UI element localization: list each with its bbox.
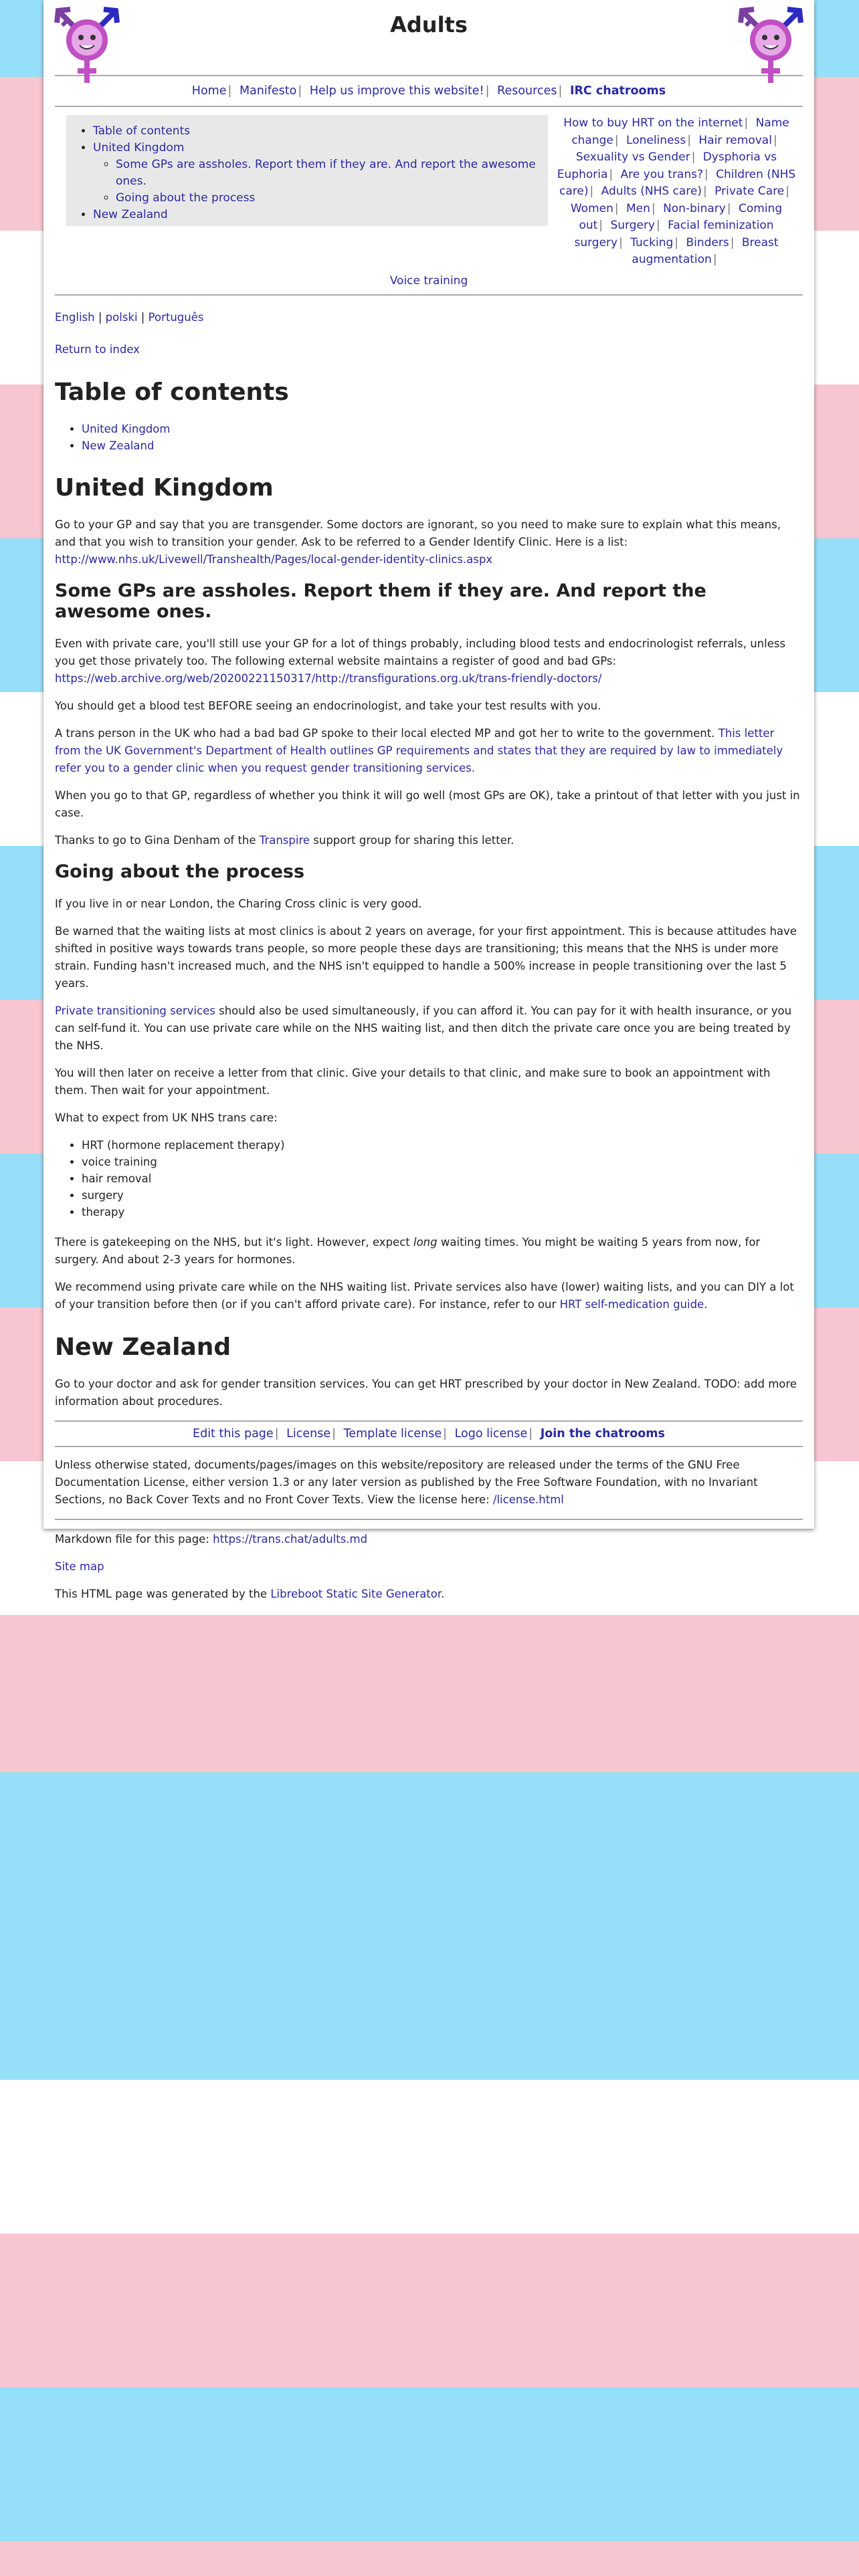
nz-paragraph: Go to your doctor and ask for gender transition services. You can get HRT prescribed by your doctor in New Zealand. TODO: add more information about procedures. — [55, 1377, 797, 1408]
page-container — [43, 0, 814, 1600]
side-link-breast-augmentation[interactable]: Breast augmentation — [632, 235, 779, 266]
nav-manifesto[interactable]: Manifesto — [239, 84, 297, 98]
site-title: Adults — [390, 12, 468, 37]
process-paragraph-6: There is gatekeeping on the NHS, but it's light. However, expect long waiting times. You might be waiting 5 years from now, for surgery. And about 2-3 years for hormones. — [55, 1235, 761, 1266]
voice-training-link[interactable]: Voice training — [389, 274, 468, 288]
toc-list-uk[interactable]: United Kingdom — [82, 422, 171, 435]
nav-irc-chatrooms[interactable]: IRC chatrooms — [569, 84, 666, 98]
process-heading: Going about the process — [55, 861, 305, 882]
toc-list — [55, 421, 803, 454]
toc-link-uk[interactable]: United Kingdom — [93, 141, 185, 154]
toc-box — [66, 115, 548, 226]
side-nav: How to buy HRT on the internet | Name change | Loneliness | Hair removal | Sexuality vs Gender | Dysphoria vs Euphoria | Are you trans? | Children (NHS care) | Adults (NHS care) | Private Care | Women | Men | Non-binary | Coming out | Surgery | Facial feminization surgery | Tucking | Binders | Breast augmentation | — [557, 116, 796, 266]
top-nav: Home | Manifesto | Help us improve this website! | Resources | IRC chatrooms — [191, 84, 666, 98]
footer-nav: Edit this page | License | Template license | Logo license | Join the chatrooms — [193, 1426, 665, 1440]
side-link-coming-out[interactable]: Coming out — [579, 201, 783, 232]
side-link-sexuality[interactable]: Sexuality vs Gender — [575, 150, 690, 164]
footer-template-license[interactable]: Template license — [343, 1426, 442, 1440]
divider — [55, 294, 803, 296]
footer-join-chatrooms[interactable]: Join the chatrooms — [540, 1426, 665, 1440]
process-paragraph-3: Private transitioning services should also be used simultaneously, if you can afford it. You can pay for it with health insurance, or you can self-fund it. You can use private care while on the NHS waiting list, and then ditch the private care once you are being treated by the NHS. — [55, 1004, 792, 1052]
gps-paragraph-1: Even with private care, you'll still use your GP for a lot of things probably, including blood tests and endocrinologist referrals, unless you get those privately too. The following external website maintains a register of good and bad GPs: https://web.archive.org/web/20200221150317/http://transfigurations.org.uk/trans-friendly-doctors/ — [55, 637, 786, 685]
side-link-binders[interactable]: Binders — [686, 235, 729, 249]
expect-list — [55, 1137, 803, 1220]
nav-resources[interactable]: Resources — [497, 84, 557, 98]
process-paragraph-5: What to expect from UK NHS trans care: — [55, 1111, 278, 1124]
process-paragraph-2: Be warned that the waiting lists at most clinics is about 2 years on average, for your first appointment. This is because attitudes have shifted in positive ways towards trans people, so more people these days are transitioning; this means that the NHS is under more strain. Funding hasn't increased much, and the NHS isn't equipped to handle a 500% increase in people transitioning over the last 5 years. — [55, 924, 797, 990]
process-paragraph-4: You will then later on receive a letter from that clinic. Give your details to that clinic, and make sure to book an appointment with them. Then wait for your appointment. — [55, 1066, 771, 1097]
uk-paragraph: Go to your GP and say that you are transgender. Some doctors are ignorant, so you need to make sure to explain what this means, and that you wish to transition your gender. Ask to be referred to a Gender Identify Clinic. Here is a list: http://www.nhs.uk/Livewell/Transhealth/Pages/local-gender-identity-clinics.aspx — [55, 518, 781, 566]
list-item: • hair removal — [82, 1170, 803, 1187]
lang-polski[interactable]: polski — [105, 310, 138, 324]
lang-english[interactable]: English — [55, 310, 95, 324]
process-paragraph-1: If you live in or near London, the Charing Cross clinic is very good. — [55, 897, 422, 910]
gps-paragraph-4: When you go to that GP, regardless of whether you think it will go well (most GPs are OK), take a printout of that letter with you just in case. — [55, 788, 800, 819]
footer-logo-license[interactable]: Logo license — [454, 1426, 528, 1440]
side-link-tucking[interactable]: Tucking — [630, 235, 674, 249]
gender-clinics-link[interactable]: http://www.nhs.uk/Livewell/Transhealth/Pages/local-gender-identity-clinics.aspx — [55, 552, 493, 566]
side-link-ffs[interactable]: Facial feminization surgery — [574, 219, 774, 249]
toc-link-contents[interactable]: Table of contents — [93, 124, 191, 138]
list-item: • HRT (hormone replacement therapy) — [82, 1137, 803, 1154]
list-item: • voice training — [82, 1154, 803, 1170]
toc-link-gps[interactable]: Some GPs are assholes. Report them if they are. And report the awesome ones. — [116, 158, 536, 188]
transpire-link[interactable]: Transpire — [259, 833, 310, 847]
gps-paragraph-3: A trans person in the UK who had a bad bad GP spoke to their local elected MP and got her to write to the government. This letter from the UK Government's Department of Health outlines GP requirements and states that they are required by law to immediately refer you to a gender clinic when you request gender transitioning services. — [55, 726, 783, 774]
toc-link-process[interactable]: Going about the process — [116, 191, 256, 205]
toc-list-nz[interactable]: New Zealand — [82, 439, 155, 452]
side-link-men[interactable]: Men — [626, 201, 650, 215]
process-paragraph-7: We recommend using private care while on the NHS waiting list. Private services also have (lower) waiting lists, and you can DIY a lot of your transition before then (or if you can't afford private care). For instance, refer to our HRT self-medication guide. — [55, 1280, 794, 1311]
generator-link[interactable]: Libreboot Static Site Generator — [270, 1587, 442, 1600]
license-text: Unless otherwise stated, documents/pages/images on this website/repository are released under the terms of the GNU Free Documentation License, either version 1.3 or any later version as published by the Free Software Foundation, with no Invariant Sections, no Back Cover Texts and no Front Cover Texts. View the license here: /license.html — [55, 1458, 758, 1506]
footer-license[interactable]: License — [286, 1426, 331, 1440]
generator-line: This HTML page was generated by the Libreboot Static Site Generator. — [55, 1587, 445, 1600]
government-letter-link[interactable]: This letter from the UK Government's Department of Health outlines GP requirements and states that they are required by law to immediately refer you to a gender clinic when you request gender transitioning services. — [55, 726, 783, 774]
lang-portugues[interactable]: Português — [148, 310, 204, 324]
site-map-link[interactable]: Site map — [55, 1560, 104, 1573]
side-link-adults[interactable]: Adults (NHS care) — [601, 185, 702, 198]
list-item: • surgery — [82, 1187, 803, 1204]
gps-paragraph-2: You should get a blood test BEFORE seeing an endocrinologist, and take your test results with you. — [55, 699, 601, 712]
transgender-symbol-icon — [53, 5, 121, 86]
markdown-file-link[interactable]: https://trans.chat/adults.md — [213, 1532, 368, 1545]
return-to-index-link[interactable]: Return to index — [55, 342, 140, 356]
private-services-link[interactable]: Private transitioning services — [55, 1004, 215, 1017]
divider — [55, 1446, 803, 1447]
hrt-guide-link[interactable]: HRT self-medication guide — [559, 1297, 704, 1311]
transgender-symbol-icon — [737, 5, 805, 86]
toc-heading: Table of contents — [55, 378, 289, 406]
nav-help-improve[interactable]: Help us improve this website! — [309, 84, 484, 98]
side-link-hair-removal[interactable]: Hair removal — [698, 133, 772, 147]
side-link-non-binary[interactable]: Non-binary — [663, 201, 726, 215]
list-item: • therapy — [82, 1204, 803, 1220]
side-link-surgery[interactable]: Surgery — [610, 219, 655, 232]
language-selector: English | polski | Português — [55, 310, 204, 324]
uk-heading: United Kingdom — [55, 473, 274, 502]
side-link-dysphoria[interactable]: Dysphoria vs Euphoria — [557, 150, 777, 181]
gps-heading: Some GPs are assholes. Report them if they are. And report the awesome ones. — [55, 580, 706, 622]
divider — [55, 1519, 803, 1520]
markdown-line: Markdown file for this page: https://trans.chat/adults.md — [55, 1532, 368, 1545]
footer-edit-page[interactable]: Edit this page — [193, 1426, 274, 1440]
side-link-children[interactable]: Children (NHS care) — [559, 167, 796, 198]
nav-home[interactable]: Home — [191, 84, 227, 98]
main-content — [55, 309, 803, 1410]
license-page-link[interactable]: /license.html — [492, 1493, 564, 1506]
side-link-are-you-trans[interactable]: Are you trans? — [620, 167, 704, 181]
gp-register-link[interactable]: https://web.archive.org/web/20200221150317/http://transfigurations.org.uk/trans-friendly-doctors/ — [55, 671, 602, 685]
side-link-buy-hrt[interactable]: How to buy HRT on the internet — [563, 116, 743, 130]
side-link-loneliness[interactable]: Loneliness — [626, 133, 686, 147]
gps-paragraph-5: Thanks to go to Gina Denham of the Transpire support group for sharing this letter. — [55, 833, 514, 847]
side-link-name-change[interactable]: Name change — [571, 116, 789, 147]
divider — [55, 106, 803, 107]
side-link-private-care[interactable]: Private Care — [714, 185, 785, 198]
toc-link-nz[interactable]: New Zealand — [93, 208, 168, 221]
nz-heading: New Zealand — [55, 1333, 231, 1361]
side-link-women[interactable]: Women — [570, 201, 613, 215]
